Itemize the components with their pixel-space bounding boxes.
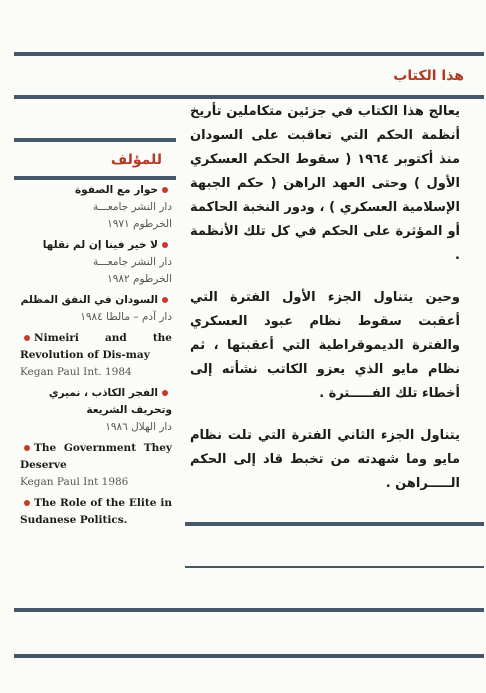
book-place-year: الخرطوم ١٩٨٢: [107, 273, 172, 285]
book-publisher: دار النشر جامعـــة: [92, 201, 172, 213]
book-title: السودان في النفق المظلم: [20, 294, 158, 306]
about-book-heading: هذا الكتاب: [393, 68, 464, 84]
bullet-icon: [162, 297, 168, 303]
book-description: [190, 100, 460, 514]
book-title: لا خير فينا إن لم نقلها: [42, 239, 158, 251]
book-title: الفجر الكاذب ، نميري وتحريف الشريعة: [48, 387, 172, 416]
book-entry: [20, 182, 172, 233]
book-entry: [20, 330, 172, 381]
sidebar-top-rule: [14, 138, 176, 142]
book-entry: [20, 495, 172, 529]
book-title: The Role of the Elite in Sudanese Politics.: [20, 497, 172, 526]
paragraph-2: وحين يتناول الجزء الأول الفترة التي أعقبت سقوط نظام عبود العسكري والفترة الديموقراطية التي أعقبتها ، ثم نظام مايو الذي يعزو الكاتب نشأته إلى أخطاء تلك الفـــــترة .: [190, 290, 460, 401]
book-entry: [20, 292, 172, 326]
book-entry: [20, 237, 172, 288]
main-bottom-rule-2: [185, 566, 484, 568]
book-publisher: دار النشر جامعـــة: [92, 256, 172, 268]
bullet-icon: [24, 500, 30, 506]
page-footer-rule: [14, 654, 484, 658]
bullet-icon: [162, 187, 168, 193]
book-place-year: Kegan Paul Int 1986: [20, 476, 129, 488]
sidebar-heading-rule: [14, 176, 176, 180]
book-place-year: دار الهلال ١٩٨٦: [105, 421, 172, 433]
book-entry: [20, 440, 172, 491]
page-bottom-rule: [14, 608, 484, 612]
bullet-icon: [24, 445, 30, 451]
book-title: The Government They Deserve: [20, 442, 172, 471]
bullet-icon: [24, 335, 30, 341]
top-rule: [14, 52, 484, 56]
book-entry: [20, 385, 172, 436]
bullet-icon: [162, 390, 168, 396]
bullet-icon: [162, 242, 168, 248]
paragraph-3: يتناول الجزء الثاني الفترة التي تلت نظام مايو وما شهدته من تخبط قاد إلى الحكم الـــــراهن .: [190, 428, 460, 491]
book-place-year: Kegan Paul Int. 1984: [20, 366, 132, 378]
book-title: Nimeiri and the Revolution of Dis-may: [20, 332, 172, 361]
header-bottom-rule: [14, 95, 484, 99]
main-bottom-rule: [185, 522, 484, 526]
about-author-heading: للمؤلف: [110, 152, 162, 168]
book-place-year: دار آدم – مالطا ١٩٨٤: [80, 311, 172, 323]
book-place-year: الخرطوم ١٩٧١: [107, 218, 172, 230]
author-bibliography: [20, 182, 172, 533]
book-title: حوار مع الصفوة: [74, 184, 158, 196]
paragraph-1: يعالج هذا الكتاب في جزئين متكاملين تأريخ أنظمة الحكم التي تعاقبت على السودان منذ أكتوبر ١٩٦٤ ( سقوط الحكم العسكري الأول ) وحتى العهد الراهن ( حكم الجبهة الإسلامية العسكري ) ، ودور النخبة الحاكمة أو المؤثرة على الحكم في كل تلك الأنظمة .: [190, 104, 461, 263]
